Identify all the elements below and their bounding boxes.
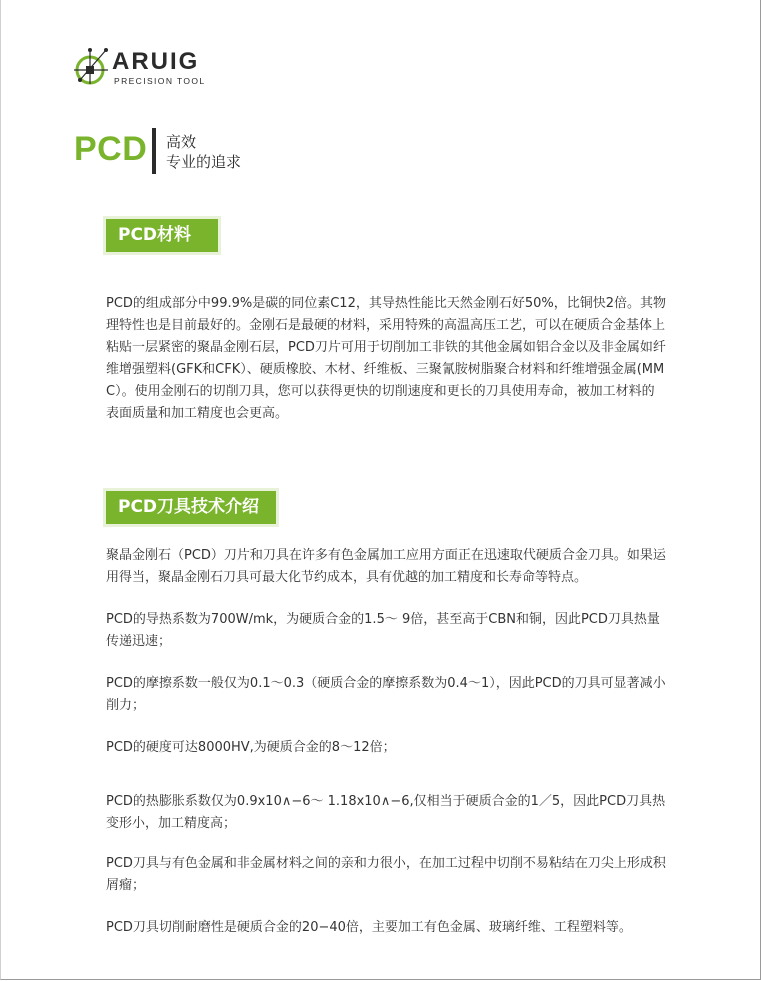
paragraph-hardness: PCD的硬度可达8000HV,为硬质合金的8～12倍； [106,740,396,755]
brand-name: ARUIG [112,48,200,75]
brand-tagline: PRECISION TOOL [114,76,206,86]
paragraph-affinity: PCD刀具与有色金属和非金属材料之间的亲和力很小，在加工过程中切削不易粘结在刀尖上形成积屑瘤； [106,856,666,893]
brand-logo [74,44,214,92]
paragraph-friction: PCD的摩擦系数一般仅为0.1～0.3（硬质合金的摩擦系数为0.4～1），因此PCD的刀具可显著减小削力； [106,676,666,713]
hero-line-2: 专业的追求 [166,153,242,171]
hero-divider [152,128,156,174]
section-heading-pcd-tool-tech: PCD刀具技术介绍 [106,491,276,524]
target-cross-icon [74,44,114,92]
section-heading-pcd-material: PCD材料 [106,219,218,252]
paragraph-thermal-expansion: PCD的热膨胀系数仅为0.9x10∧−6～ 1.18x10∧−6,仅相当于硬质合金的1／5，因此PCD刀具热变形小，加工精度高； [106,794,666,831]
hero-line-1: 高效 [166,133,197,151]
paragraph-intro: 聚晶金刚石（PCD）刀片和刀具在许多有色金属加工应用方面正在迅速取代硬质合金刀具。如果运用得当，聚晶金刚石刀具可最大化节约成本，具有优越的加工精度和长寿命等特点。 [106,548,666,585]
hero-title: PCD [74,130,148,168]
paragraph-thermal-conductivity: PCD的导热系数为700W/mk，为硬质合金的1.5～ 9倍，甚至高于CBN和铜，因此PCD刀具热量传递迅速； [106,612,660,649]
paragraph-pcd-material: PCD的组成部分中99.9%是碳的同位素C12，其导热性能比天然金刚石好50%，比铜快2倍。其物理特性也是目前最好的。金刚石是最硬的材料，采用特殊的高温高压工艺，可以在硬质合金基体上粘贴一层紧密的聚晶金刚石层，PCD刀片可用于切削加工非铁的其他金属如铝合金以及非金属如纤维增强塑料(GFK和CFK）、硬质橡胶、木材、纤维板、三聚氰胺树脂聚合材料和纤维增强金属(MMC）。使用金刚石的切削刀具，您可以获得更快的切削速度和更长的刀具使用寿命，被加工材料的表面质量和加工精度也会更高。 [106,296,667,421]
paragraph-wear-resistance: PCD刀具切削耐磨性是硬质合金的20−40倍，主要加工有色金属、玻璃纤维、工程塑料等。 [106,920,632,935]
